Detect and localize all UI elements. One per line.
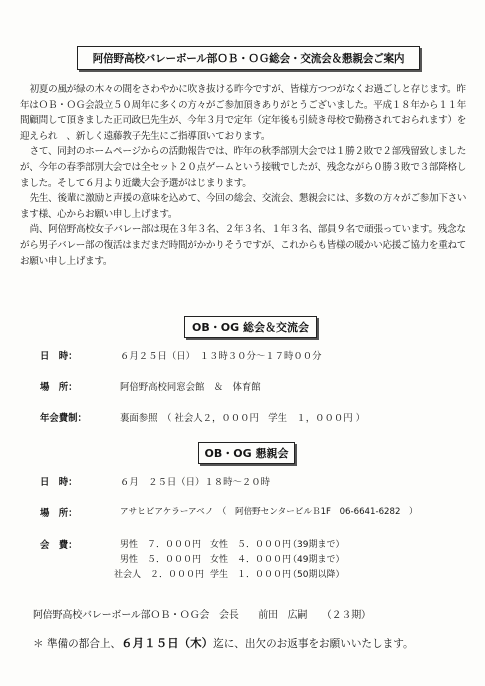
rsvp-prefix: ＊ 準備の都合上、: [33, 638, 122, 650]
fee-row-2-female: 女性 ４．０００円: [210, 555, 292, 565]
fee-row-3-adult: 社会人 ２．０００円: [114, 570, 205, 580]
fee-row-1-term: （39期まで）: [288, 540, 345, 550]
fee-row-2-male: 男性 ５．０００円: [120, 555, 202, 565]
signature-line: 阿倍野高校バレーボール部ＯＢ・ＯＧ会 会長 前田 広嗣 （２３期）: [33, 610, 371, 621]
rsvp-date: ６月１５日（木）: [121, 636, 214, 650]
fee-row-1-male: 男性 ７．０００円: [120, 540, 202, 550]
party-place-value: アサヒビアケラーアベノ （ 阿倍野センタービルＢ1F 06-6641-6282 ）: [120, 507, 418, 517]
paragraph-activity-report: さて、同封のホームページからの活動報告では、昨年の秋季部別大会では１勝２敗で２部残留致しましたが、今年の春季部別大会では全セット２０点ゲームという接戦でしたが、残念ながら０勝３敗で３部降格しました。そして６月より近畿大会予選がはじまります。: [20, 146, 467, 189]
fee-row-2-term: （49期まで）: [288, 555, 345, 565]
rsvp-deadline: [33, 635, 414, 651]
paragraph-greeting: 初夏の風が緑の木々の間をさわやかに吹き抜ける昨今ですが、皆様方つつがなくお過ごしと存じます。昨年はＯＢ・ＯＧ会設立５０周年に多くの方々がご参加頂きありがとうございました。平成１８年から１１年間顧問して頂きました正司政巳先生が、今年３月で定年（定年後も引続き母校で勤務されておられます）を迎えられ 、新しく遠藤教子先生にご指導頂いております。: [20, 84, 467, 142]
fee-row-3-student: 学生 １．０００円: [210, 570, 292, 580]
fee-row-1-female: 女性 ５．０００円: [210, 540, 292, 550]
party-date-label: 日 時：: [40, 477, 78, 488]
fee-row-3-term: （50期以降）: [288, 570, 345, 580]
meeting-date-label: 日 時：: [40, 351, 78, 362]
party-fee-label: 会 費：: [40, 540, 78, 551]
paragraph-girls-team: 尚、阿倍野高校女子バレー部は現在３年３名、２年３名、１年３名、部員９名で頑張っています。残念ながら男子バレー部の復活はまだまだ時間がかかりそうですが、これからも皆様の暖かい応援ご協力を重ねてお願い申し上げます。: [20, 224, 466, 267]
rsvp-suffix: 迄に、出欠のお返事をお願いいたします。: [213, 638, 414, 650]
party-place-label: 場 所：: [40, 508, 78, 519]
meeting-place-label: 場 所：: [40, 382, 78, 393]
annual-fee-label: 年会費制：: [40, 413, 87, 424]
intro-text: [20, 82, 472, 269]
document-title: 阿倍野高校バレーボール部ＯＢ・ＯＧ総会・交流会＆懇親会ご案内: [77, 46, 420, 70]
paragraph-invitation: 先生、後輩に激励と声援の意味を込めて、今回の総会、交流会、懇親会には、多数の方々がご参加下さいます様、心からお願い申し上げます。: [20, 193, 467, 220]
party-date-value: ６月 ２５日（日）１８時～２０時: [120, 477, 271, 488]
annual-fee-value: 裏面参照 （ 社会人２，０００円 学生 １，０００円 ）: [120, 413, 366, 424]
section-heading-general-meeting: OB・OG 総会＆交流会: [184, 316, 317, 338]
meeting-place-value: 阿倍野高校同窓会館 ＆ 体育館: [120, 382, 261, 393]
meeting-date-value: ６月２５日（日） １３時３０分～１７時００分: [120, 351, 322, 362]
section-heading-party: OB・OG 懇親会: [198, 442, 295, 464]
